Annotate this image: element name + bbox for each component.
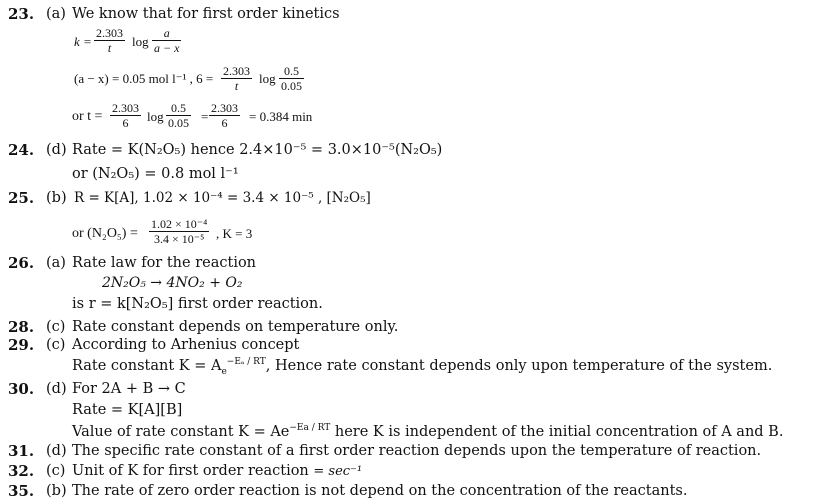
question-number: 25. (8, 189, 35, 207)
answer-text: For 2A + B → C (72, 381, 186, 397)
numerator: 0.5 (284, 64, 299, 78)
answer-option: (d) (46, 443, 67, 459)
numerator: 1.02 × 10⁻⁴ (151, 217, 208, 231)
fraction (110, 101, 141, 130)
answer-text (72, 358, 772, 375)
answer-option: (c) (46, 337, 66, 353)
fraction (94, 26, 125, 55)
fraction (149, 217, 209, 246)
question-number: 31. (8, 442, 35, 460)
result-text: = 0.384 min (249, 109, 313, 124)
reaction-equation: 2N₂O₅ → 4NO₂ + O₂ (102, 275, 243, 291)
denominator: 0.05 (281, 79, 302, 93)
answer-option: (c) (46, 319, 66, 335)
fraction (279, 64, 304, 93)
formula-lhs: k = (74, 34, 92, 49)
answer-text: Rate = K(N₂O₅) hence 2.4×10⁻⁵ = 3.0×10⁻⁵(N₂O₅) (72, 142, 443, 158)
subscript: e (221, 366, 227, 377)
unit-text: = sec⁻¹ (313, 464, 363, 479)
answer-text: We know that for first order kinetics (72, 6, 340, 22)
answer-text: or (N₂O₅) = 0.8 mol l⁻¹ (72, 166, 239, 182)
fraction (209, 101, 240, 130)
answer-option: (b) (46, 483, 67, 499)
numerator: a (163, 26, 170, 40)
answer-option: (d) (46, 142, 67, 158)
answer-text: Rate constant depends on temperature only. (72, 319, 399, 335)
numerator: 0.5 (171, 101, 186, 115)
denominator: t (94, 40, 125, 55)
answer-text-part: Rate constant K = A (72, 358, 222, 374)
log-text: log (259, 71, 276, 86)
question-number: 35. (8, 482, 35, 500)
denominator: 6 (110, 115, 141, 130)
superscript: −Ea / RT (289, 423, 331, 434)
answer-option: (a) (46, 6, 66, 22)
answer-text: R = K[A], 1.02 × 10⁻⁴ = 3.4 × 10⁻⁵ , [N₂O₅] (74, 190, 371, 206)
formula-lhs: or (N₂O₅) = (72, 226, 138, 241)
question-number: 26. (8, 254, 35, 272)
answer-text: According to Arhenius concept (72, 337, 300, 353)
answer-text-part: Unit of K for first order reaction (72, 463, 309, 479)
answer-text: The rate of zero order reaction is not depend on the concentration of the reactants. (72, 483, 688, 499)
question-number: 32. (8, 462, 35, 480)
numerator: 2.303 (96, 26, 123, 40)
denominator: 6 (209, 115, 240, 130)
question-number: 28. (8, 318, 35, 336)
numerator: 2.303 (112, 101, 139, 115)
numerator: 2.303 (223, 64, 250, 78)
fraction (166, 101, 191, 130)
answer-option: (c) (46, 463, 66, 479)
denominator: 3.4 × 10⁻⁵ (149, 231, 209, 246)
result-text: , K = 3 (216, 226, 253, 241)
denominator: a − x (154, 41, 180, 55)
question-number: 30. (8, 380, 35, 398)
answer-text-part: Value of rate constant K = Ae (72, 424, 290, 440)
question-number: 29. (8, 336, 35, 354)
fraction (152, 26, 181, 55)
formula-lhs: or t = (72, 109, 103, 124)
answer-option: (a) (46, 255, 66, 271)
answer-text (72, 463, 362, 480)
fraction (221, 64, 252, 93)
answer-option: (b) (46, 190, 67, 206)
answer-text (72, 424, 783, 441)
question-number: 24. (8, 141, 35, 159)
answer-option: (d) (46, 381, 67, 397)
log-text: log (147, 109, 164, 124)
equals: = (201, 109, 209, 124)
answer-text: Rate law for the reaction (72, 255, 257, 271)
denominator: 0.05 (168, 116, 189, 130)
answer-text-part: , Hence rate constant depends only upon temperature of the system. (265, 358, 773, 374)
question-number: 23. (8, 5, 35, 23)
answer-text: Rate = K[A][B] (72, 402, 183, 418)
log-text: log (132, 34, 149, 49)
answer-text-part: here K is independent of the initial concentration of A and B. (330, 424, 784, 440)
numerator: 2.303 (211, 101, 238, 115)
superscript: −Eₐ / RT (226, 357, 266, 368)
denominator: t (221, 78, 252, 93)
given-equation: (a − x) = 0.05 mol l⁻¹ , 6 = (74, 71, 214, 86)
answer-text: is r = k[N₂O₅] first order reaction. (72, 296, 323, 312)
answer-text: The specific rate constant of a first order reaction depends upon the temperature of reaction. (72, 443, 762, 459)
